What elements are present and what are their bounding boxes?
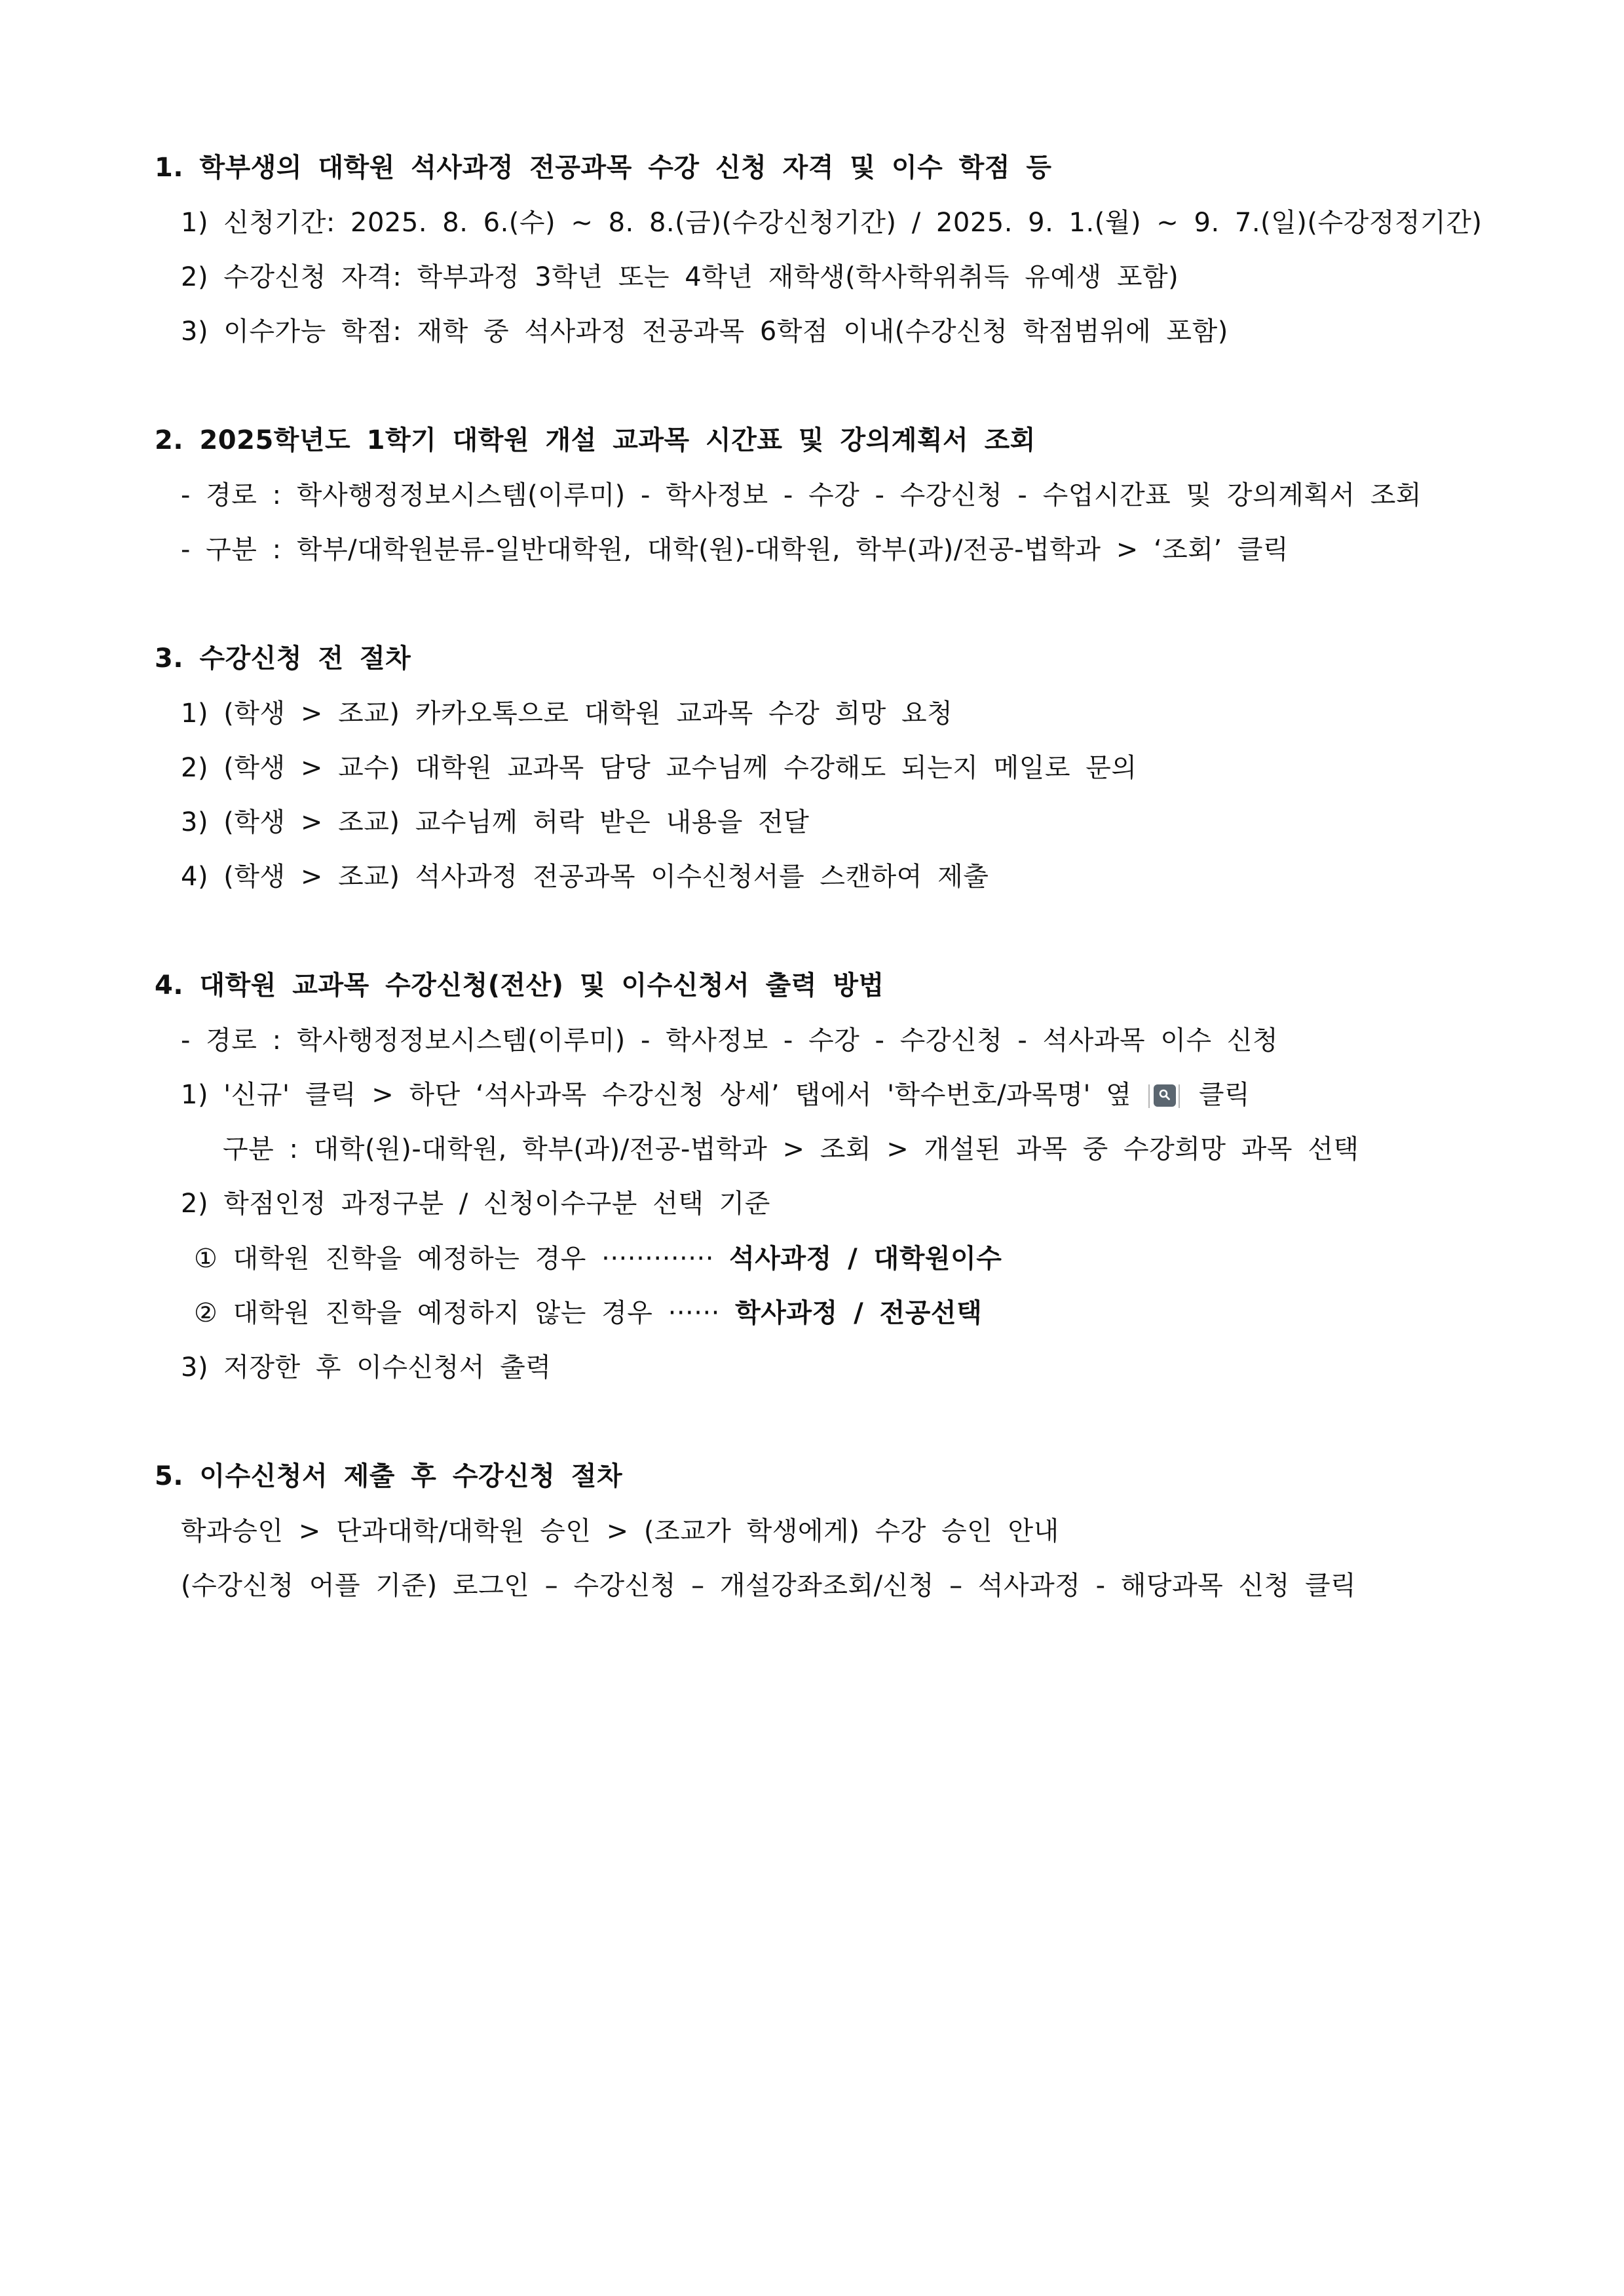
section-3-step-3: 3) (학생 > 조교) 교수님께 허락 받은 내용을 전달 bbox=[181, 807, 810, 837]
option-2-text: ② 대학원 진학을 예정하지 않는 경우 ······ bbox=[194, 1298, 720, 1328]
section-4-option-2 bbox=[194, 1295, 982, 1331]
section-4-step-1-text: 1) '신규' 클릭 > 하단 ‘석사과목 수강신청 상세’ 탭에서 '학수번호/과목명' 옆 bbox=[181, 1080, 1132, 1110]
section-1-heading: 1. 학부생의 대학원 석사과정 전공과목 수강 신청 자격 및 이수 학점 등 bbox=[155, 153, 1052, 183]
section-4-step-1 bbox=[181, 1077, 1250, 1113]
section-2-category: - 구분 : 학부/대학원분류-일반대학원, 대학(원)-대학원, 학부(과)/전공-법학과 > ‘조회’ 클릭 bbox=[181, 535, 1289, 565]
option-2-choice: 학사과정 / 전공선택 bbox=[735, 1298, 983, 1328]
section-4-option-1 bbox=[194, 1240, 1002, 1277]
section-1-line-1: 1) 신청기간: 2025. 8. 6.(수) ~ 8. 8.(금)(수강신청기간) / 2025. 9. 1.(월) ~ 9. 7.(일)(수강정정기간) bbox=[181, 208, 1482, 238]
option-1-text: ① 대학원 진학을 예정하는 경우 ············· bbox=[194, 1244, 714, 1274]
section-3-heading: 3. 수강신청 전 절차 bbox=[155, 643, 411, 674]
section-4-heading: 4. 대학원 교과목 수강신청(전산) 및 이수신청서 출력 방법 bbox=[155, 970, 884, 1001]
section-5-line-2: (수강신청 어플 기준) 로그인 – 수강신청 – 개설강좌조회/신청 – 석사과정 - 해당과목 신청 클릭 bbox=[181, 1571, 1357, 1601]
section-3-step-1: 1) (학생 > 조교) 카카오톡으로 대학원 교과목 수강 희망 요청 bbox=[181, 698, 953, 729]
section-2-heading: 2. 2025학년도 1학기 대학원 개설 교과목 시간표 및 강의계획서 조회 bbox=[155, 425, 1036, 455]
section-4-step-1-click: 클릭 bbox=[1198, 1080, 1251, 1110]
section-4-step-3: 3) 저장한 후 이수신청서 출력 bbox=[181, 1352, 552, 1383]
section-5-heading: 5. 이수신청서 제출 후 수강신청 절차 bbox=[155, 1461, 623, 1491]
section-2-route: - 경로 : 학사행정정보시스템(이루미) - 학사정보 - 수강 - 수강신청 - 수업시간표 및 강의계획서 조회 bbox=[181, 480, 1422, 510]
section-5-line-1: 학과승인 > 단과대학/대학원 승인 > (조교가 학생에게) 수강 승인 안내 bbox=[181, 1516, 1059, 1546]
section-1-line-3: 3) 이수가능 학점: 재학 중 석사과정 전공과목 6학점 이내(수강신청 학점범위에 포함) bbox=[181, 316, 1228, 347]
section-1-line-2: 2) 수강신청 자격: 학부과정 3학년 또는 4학년 재학생(학사학위취득 유예생 포함) bbox=[181, 262, 1179, 292]
option-1-choice: 석사과정 / 대학원이수 bbox=[729, 1244, 1002, 1274]
section-4-route: - 경로 : 학사행정정보시스템(이루미) - 학사정보 - 수강 - 수강신청 - 석사과목 이수 신청 bbox=[181, 1025, 1279, 1056]
section-3-step-4: 4) (학생 > 조교) 석사과정 전공과목 이수신청서를 스캔하여 제출 bbox=[181, 862, 989, 892]
search-button-icon bbox=[1148, 1082, 1180, 1111]
section-4-step-1-sub: 구분 : 대학(원)-대학원, 학부(과)/전공-법학과 > 조회 > 개설된 과목 중 수강희망 과목 선택 bbox=[223, 1134, 1359, 1164]
section-3-step-2: 2) (학생 > 교수) 대학원 교과목 담당 교수님께 수강해도 되는지 메일로 문의 bbox=[181, 753, 1137, 783]
section-4-step-2: 2) 학점인정 과정구분 / 신청이수구분 선택 기준 bbox=[181, 1189, 770, 1219]
